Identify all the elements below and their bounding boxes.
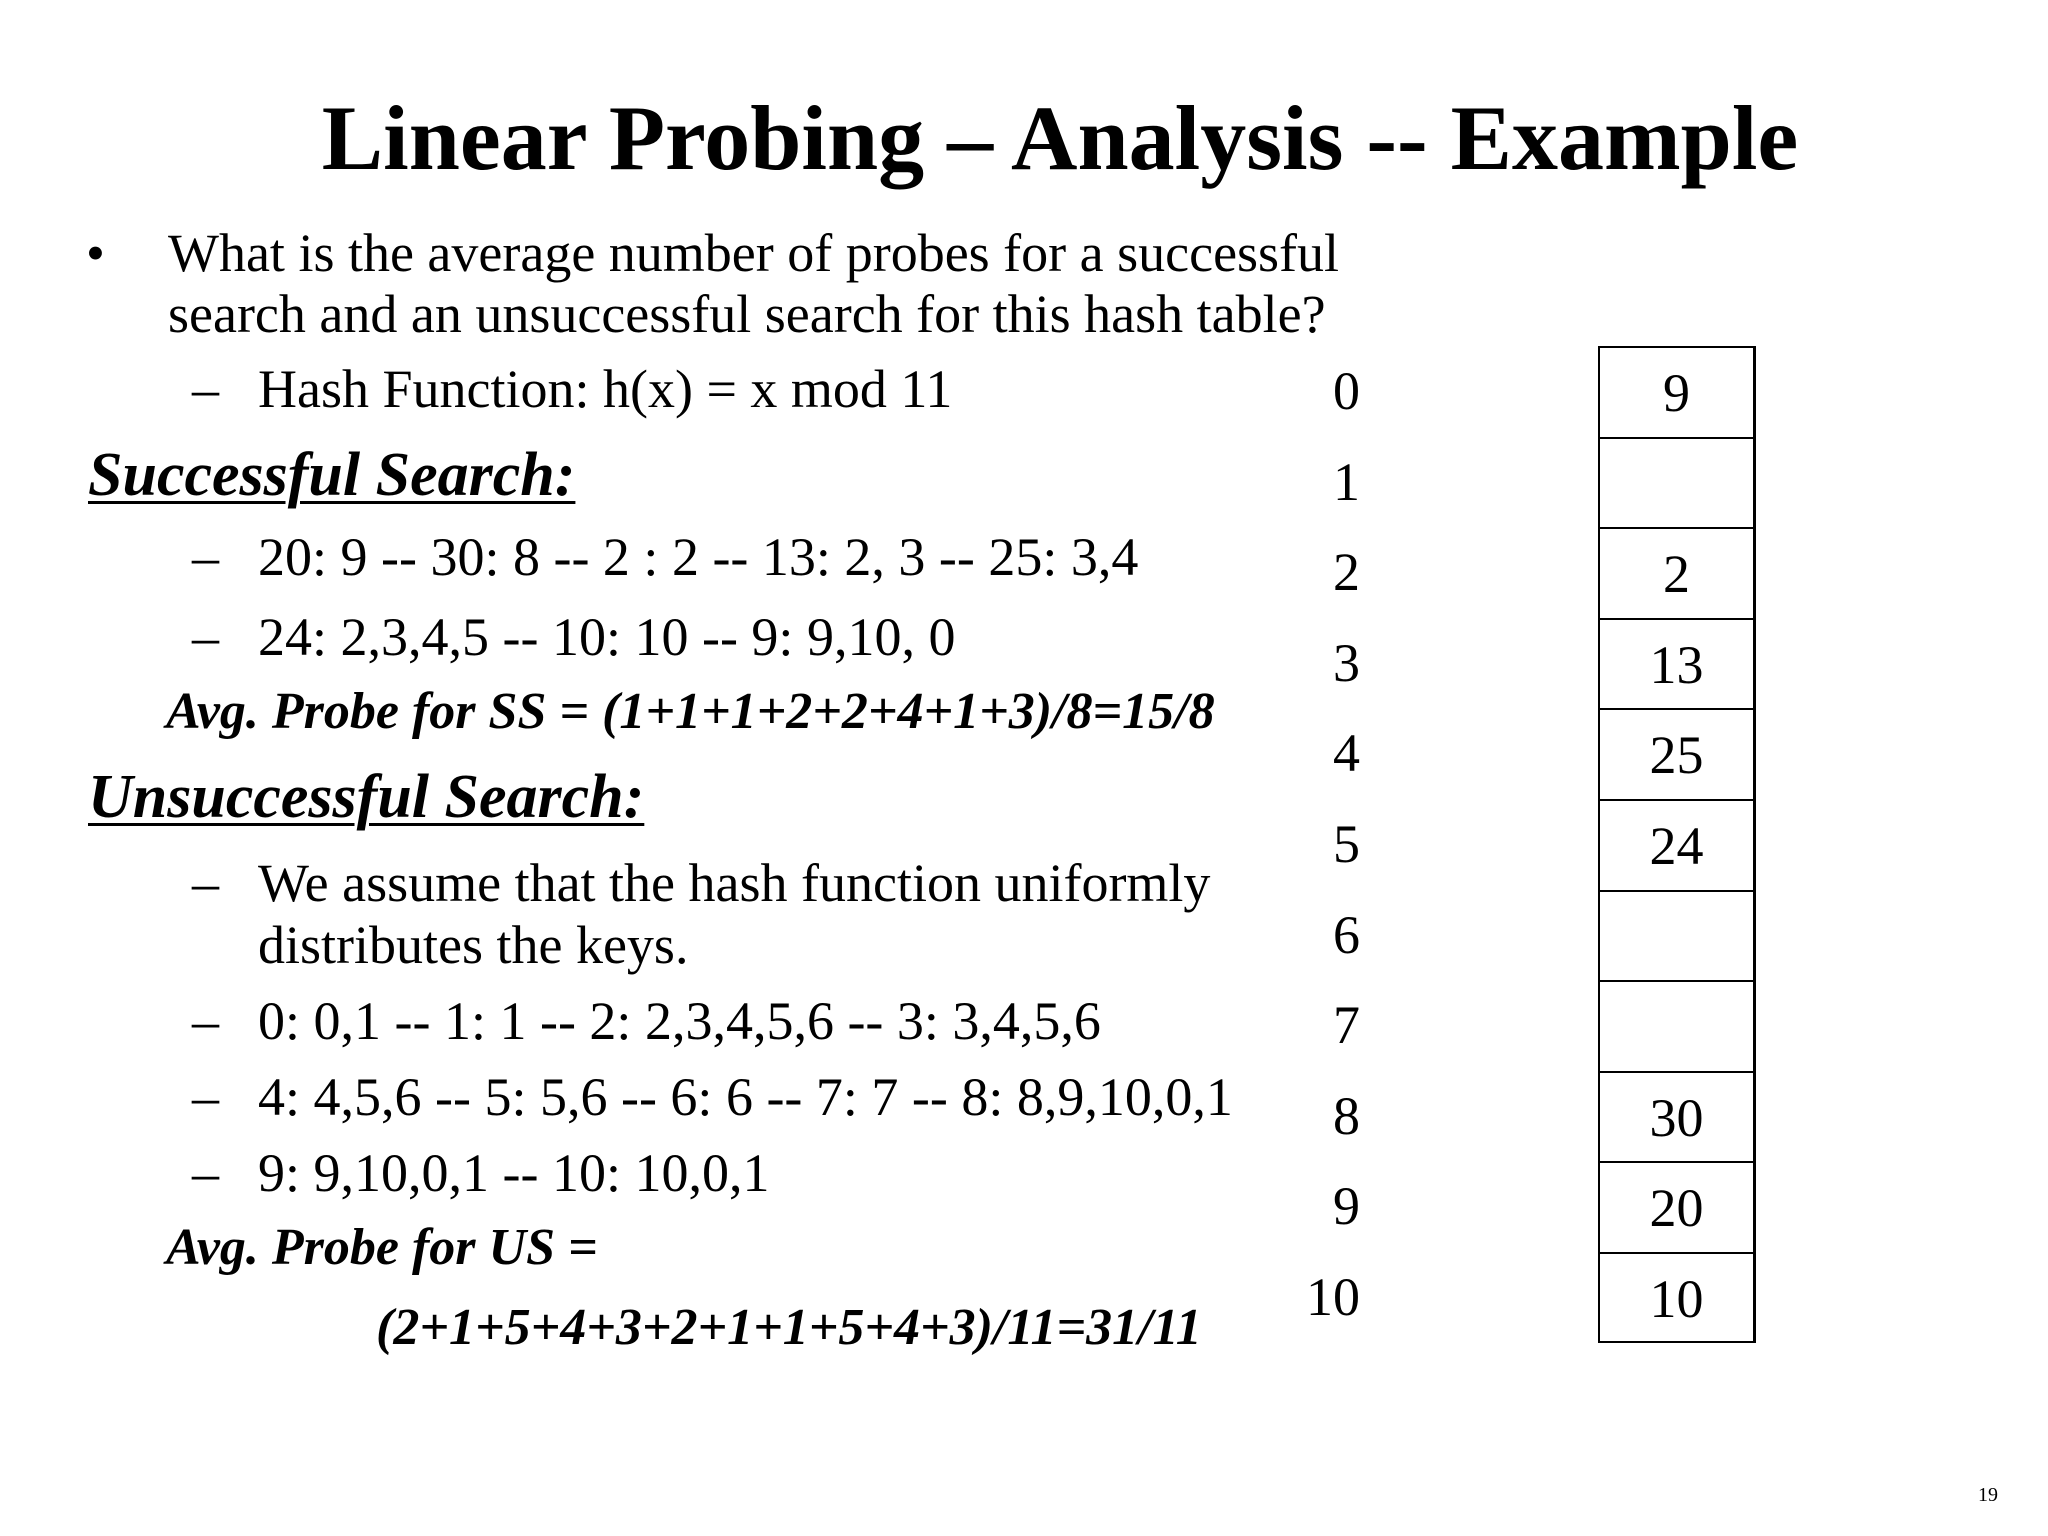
slot-value: 24 <box>1598 799 1756 890</box>
dash-marker: – <box>192 527 219 587</box>
unsuccessful-probe-line-2: 4: 4,5,6 -- 5: 5,6 -- 6: 6 -- 7: 7 -- 8: 8,9,10,0,1 <box>258 1067 1233 1127</box>
slot-index: 2 <box>1333 542 1360 603</box>
slot-value: 25 <box>1598 708 1756 799</box>
dash-marker: – <box>192 853 219 913</box>
unsuccessful-average-label: Avg. Probe for US = <box>166 1219 598 1276</box>
successful-average: Avg. Probe for SS = (1+1+1+2+2+4+1+3)/8=15/8 <box>166 683 1215 740</box>
unsuccessful-search-heading: Unsuccessful Search: <box>88 763 645 831</box>
slot-index: 6 <box>1333 904 1360 965</box>
dash-marker: – <box>192 1067 219 1127</box>
slot-index: 1 <box>1333 451 1360 512</box>
slide-title: Linear Probing – Analysis -- Example <box>321 87 1799 189</box>
assumption-line-2: distributes the keys. <box>258 915 689 975</box>
slot-value: 9 <box>1598 346 1756 437</box>
dash-marker: – <box>192 607 219 667</box>
unsuccessful-probe-line-3: 9: 9,10,0,1 -- 10: 10,0,1 <box>258 1143 770 1203</box>
dash-marker: – <box>192 359 219 419</box>
slot-index: 9 <box>1333 1176 1360 1237</box>
slot-index: 8 <box>1333 1085 1360 1146</box>
slot-value: 13 <box>1598 618 1756 709</box>
slot-value: 10 <box>1598 1252 1756 1343</box>
successful-probe-line-1: 20: 9 -- 30: 8 -- 2 : 2 -- 13: 2, 3 -- 25: 3,4 <box>258 527 1139 587</box>
slot-value <box>1598 980 1756 1071</box>
page-number: 19 <box>1978 1484 1998 1506</box>
slot-value: 30 <box>1598 1071 1756 1162</box>
dash-marker: – <box>192 991 219 1051</box>
hash-function-text: Hash Function: h(x) = x mod 11 <box>258 359 953 419</box>
slot-index: 7 <box>1333 995 1360 1056</box>
slot-index: 4 <box>1333 723 1360 784</box>
slot-value <box>1598 890 1756 981</box>
unsuccessful-probe-line-1: 0: 0,1 -- 1: 1 -- 2: 2,3,4,5,6 -- 3: 3,4,5,6 <box>258 991 1101 1051</box>
slot-value: 20 <box>1598 1161 1756 1252</box>
question-line-2: search and an unsuccessful search for this hash table? <box>168 284 1326 344</box>
bullet-marker: • <box>86 223 105 283</box>
successful-search-heading: Successful Search: <box>88 441 576 509</box>
successful-probe-line-2: 24: 2,3,4,5 -- 10: 10 -- 9: 9,10, 0 <box>258 607 956 667</box>
slot-value: 2 <box>1598 527 1756 618</box>
question-line-1: What is the average number of probes for a successful <box>168 223 1340 283</box>
slot-index: 5 <box>1333 813 1360 874</box>
assumption-line-1: We assume that the hash function uniformly <box>258 853 1211 913</box>
slot-index: 10 <box>1306 1266 1360 1327</box>
slot-value <box>1598 437 1756 528</box>
unsuccessful-average-formula: (2+1+5+4+3+2+1+1+5+4+3)/11=31/11 <box>376 1299 1202 1356</box>
dash-marker: – <box>192 1143 219 1203</box>
slot-index: 0 <box>1333 361 1360 421</box>
slot-index: 3 <box>1333 632 1360 693</box>
